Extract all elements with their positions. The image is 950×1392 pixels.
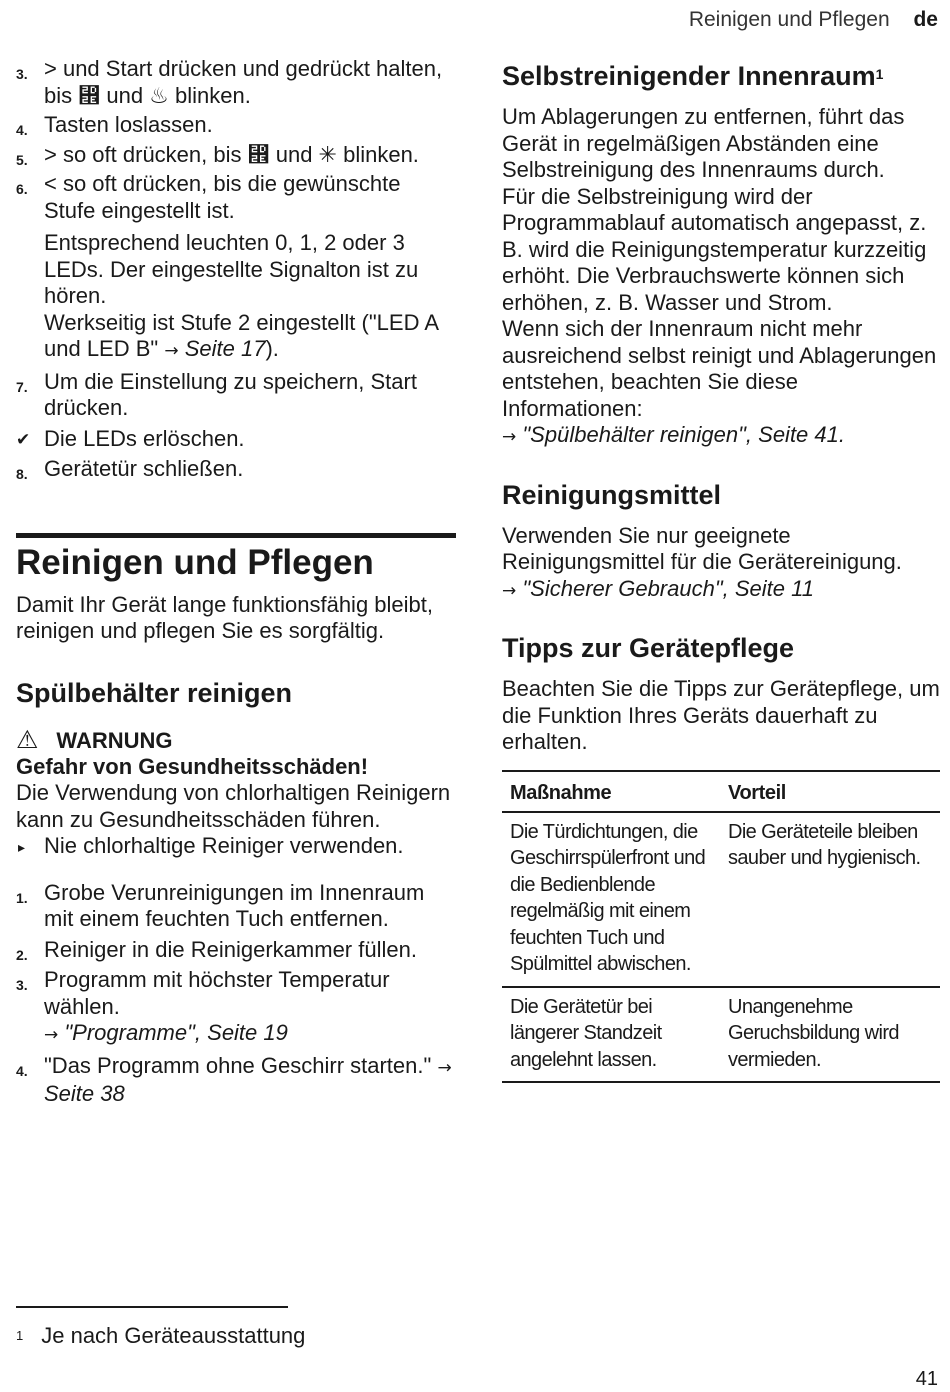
step-text: Reiniger in die Reinigerkammer füllen.	[44, 936, 417, 962]
list-item	[16, 56, 456, 109]
result-text: Die LEDs erlöschen.	[44, 425, 245, 451]
warning-label: WARNUNG	[56, 727, 173, 753]
step-text: > und Start drücken und gedrückt halten, bis ⴮ und ♨ blinken.	[44, 56, 443, 108]
step-number: 1.	[16, 889, 28, 906]
header-section-title: Reinigen und Pflegen	[688, 8, 890, 31]
section-heading: Spülbehälter reinigen	[16, 677, 293, 708]
left-column	[16, 56, 456, 1108]
cross-reference	[502, 422, 940, 451]
step-text: "Das Programm ohne Geschirr starten."	[44, 1052, 432, 1078]
paragraph: Beachten Sie die Tipps zur Gerätepflege, um die Funktion Ihres Geräts dauerhaft zu erhalten.	[502, 676, 940, 754]
arrow-right-icon: →	[437, 1057, 452, 1078]
table-header-row	[502, 772, 940, 812]
warning-triangle-icon: ⚠	[16, 724, 39, 754]
step-reference	[44, 1020, 456, 1049]
main-section-heading-wrap	[16, 533, 456, 584]
table-cell: Unangenehme Geruchsbildung wird vermieden.	[720, 987, 940, 1083]
list-item	[16, 937, 456, 964]
paragraph: Für die Selbstreinigung wird der Programmablauf automatisch angepasst, z. B. wird die Reinigungstemperatur kurzzeitig erhöht. Die Verbrauchswerte können sich erhöhen, z. B. Wasser und Strom.	[502, 183, 927, 315]
paragraph: Um Ablagerungen zu entfernen, führt das Gerät in regelmäßigen Abständen eine Selbstreinigung des Innenraums durch.	[502, 104, 905, 182]
step-text: > so oft drücken, bis ⴮ und ✳ blinken.	[44, 141, 419, 167]
list-item	[16, 369, 456, 422]
footnote-text: Je nach Geräteausstattung	[41, 1323, 306, 1348]
step-number: 3.	[16, 977, 28, 993]
page-header	[689, 8, 938, 32]
list-item	[16, 112, 456, 139]
warning-bullet	[16, 833, 456, 860]
table-header-cell: Vorteil	[720, 772, 940, 812]
procedure-list	[16, 880, 456, 1108]
step-number: 4.	[16, 122, 28, 138]
list-item	[16, 142, 456, 169]
table-row	[502, 987, 940, 1083]
step-text: Um die Einstellung zu speichern, Start drücken.	[44, 368, 417, 420]
warning-title	[16, 724, 456, 754]
footnote-number: 1	[16, 1328, 24, 1343]
bullet-triangle-icon: ▸	[18, 839, 26, 855]
step-text: Tasten loslassen.	[44, 112, 213, 137]
cross-reference-link[interactable]: "Programme", Seite 19	[64, 1020, 288, 1045]
cross-reference-link[interactable]: "Sicherer Gebrauch", Seite 11	[522, 575, 814, 601]
table-cell: Die Geräteteile bleiben sauber und hygienisch.	[720, 812, 940, 987]
step-number: 3.	[16, 66, 28, 82]
step-number: 2.	[16, 946, 28, 963]
list-item	[16, 1053, 456, 1108]
table-cell: Die Türdichtungen, die Geschirrspülerfront und die Bedienblende regelmäßig mit einem feuchten Tuch und Spülmittel abwischen.	[502, 812, 720, 987]
step-text: Programm mit höchster Temperatur wählen.	[44, 967, 390, 1019]
list-item	[16, 456, 456, 483]
paragraph: Verwenden Sie nur geeignete Reinigungsmittel für die Gerätereinigung.	[502, 522, 902, 574]
bullet-text: Nie chlorhaltige Reiniger verwenden.	[44, 833, 404, 858]
step-text: Grobe Verunreinigungen im Innenraum mit einem feuchten Tuch entfernen.	[44, 879, 425, 931]
table-header-cell: Maßnahme	[502, 772, 720, 812]
step-text: Gerätetür schließen.	[44, 456, 244, 481]
cross-reference	[502, 576, 940, 605]
cross-reference-link[interactable]: "Spülbehälter reinigen", Seite 41.	[522, 422, 845, 447]
step-detail-line: Entsprechend leuchten 0, 1, 2 oder 3 LEDs. Der eingestellte Signalton ist zu hören.	[44, 230, 419, 308]
footnote-divider	[16, 1306, 288, 1308]
arrow-right-icon: →	[44, 1025, 59, 1045]
footnote-marker: 1	[875, 66, 884, 82]
step-number: 7.	[16, 378, 28, 395]
list-item	[16, 967, 456, 1049]
right-column	[502, 56, 940, 1083]
step-number: 5.	[16, 151, 28, 168]
step-number: 6.	[16, 181, 28, 197]
care-tips-table-wrap	[502, 770, 940, 1084]
list-item	[16, 171, 456, 224]
footnote	[16, 1322, 305, 1350]
warning-text: Die Verwendung von chlorhaltigen Reinigern kann zu Gesundheitsschäden führen.	[16, 780, 451, 832]
cross-reference-link[interactable]: Seite 38	[44, 1081, 125, 1106]
care-tips-table	[502, 772, 940, 1084]
result-item	[16, 426, 456, 453]
section-heading: Reinigungsmittel	[502, 479, 722, 510]
arrow-right-icon: →	[164, 341, 179, 361]
step-number: 8.	[16, 466, 28, 482]
step-number: 4.	[16, 1062, 28, 1079]
checkmark-icon: ✔	[16, 429, 31, 449]
paragraph: Wenn sich der Innenraum nicht mehr ausreichend selbst reinigt und Ablagerungen entstehen, beachten Sie diese Informationen:	[502, 316, 937, 421]
page-title: Reinigen und Pflegen	[16, 542, 374, 582]
step-text: < so oft drücken, bis die gewünschte Stufe eingestellt ist.	[44, 171, 401, 223]
warning-box	[16, 724, 456, 860]
arrow-right-icon: →	[502, 427, 517, 447]
table-cell: Die Gerätetür bei längerer Standzeit angelehnt lassen.	[502, 987, 720, 1083]
arrow-right-icon: →	[502, 580, 517, 601]
table-row	[502, 812, 940, 987]
header-language: de	[913, 8, 938, 31]
page-number: 41	[915, 1368, 938, 1390]
step-detail	[16, 230, 456, 365]
section-heading: Selbstreinigender Innenraum$^1$	[502, 61, 884, 91]
list-item	[16, 880, 456, 933]
cross-reference-link[interactable]: Seite 17	[184, 336, 266, 361]
warning-danger: Gefahr von Gesundheitsschäden!	[16, 753, 369, 779]
section-heading: Tipps zur Gerätepflege	[502, 633, 795, 663]
step-detail-line: Werkseitig ist Stufe 2 eingestellt ("LED A und LED B" → Seite 17).	[44, 309, 438, 361]
section-intro: Damit Ihr Gerät lange funktionsfähig bleibt, reinigen und pflegen Sie es sorgfältig.	[16, 591, 434, 643]
